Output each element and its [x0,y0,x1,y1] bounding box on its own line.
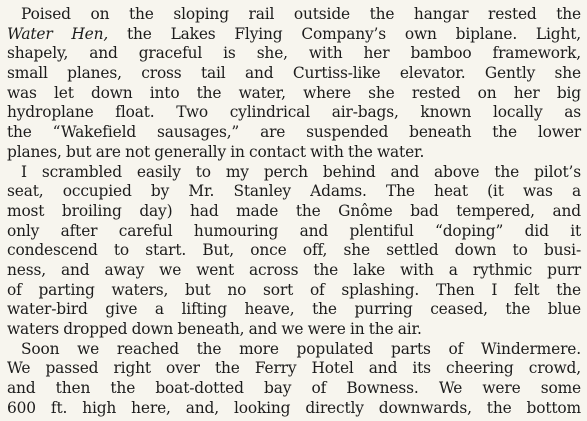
text-segment: the “Wakefield sausages,” are suspended beneath the lower [7,123,581,142]
paragraph [7,340,581,419]
text-line [7,359,581,379]
text-segment: condescend to start. But, once off, she settled down to busi- [7,241,581,260]
text-segment: hydroplane float. Two cylindrical air-bags, known locally as [7,103,581,122]
text-line [7,379,581,399]
text-line [7,103,581,123]
text-segment: was let down into the water, where she rested on her big [7,83,581,102]
text-segment: I scrambled easily to my perch behind and above the pilot’s [21,162,581,181]
text-segment: planes, but are not generally in contact with the water. [7,142,425,161]
text-line [7,202,581,222]
text-line [7,25,581,45]
text-segment: We passed right over the Ferry Hotel and its cheering crowd, [7,359,581,378]
text-line [7,64,581,84]
text-segment: the Lakes Flying Company’s own biplane. Light, [108,24,581,43]
text-line [7,281,581,301]
text-line [7,5,581,25]
text-line [7,340,581,360]
text-segment: 600 ft. high here, and, looking directly downwards, the bottom [7,398,581,417]
text-line [7,163,581,183]
text-line [7,123,581,143]
text-segment: and then the boat-dotted bay of Bowness. We were some [7,379,581,398]
text-segment: most broiling day) had made the Gnôme bad tempered, and [7,201,581,220]
text-line [7,222,581,242]
text-line [7,399,581,419]
text-line [7,44,581,64]
text-segment: ness, and away we went across the lake with a rythmic purr [7,260,581,279]
text-line [7,241,581,261]
text-segment: only after careful humouring and plentiful “doping” did it [7,221,581,240]
paragraph [7,163,581,340]
text-line [7,320,581,340]
text-line [7,261,581,281]
text-line [7,182,581,202]
text-segment: Poised on the sloping rail outside the hangar rested the [21,5,581,23]
text-line [7,143,581,163]
text-segment: of parting waters, but no sort of splashing. Then I felt the [7,280,581,299]
article-text-column [7,5,581,418]
italic-text: Water Hen, [7,24,109,43]
text-line [7,84,581,104]
text-segment: seat, occupied by Mr. Stanley Adams. The heat (it was a [7,182,581,201]
text-segment: waters dropped down beneath, and we were in the air. [7,320,422,338]
text-segment: small planes, cross tail and Curtiss-like elevator. Gently she [7,64,581,83]
text-segment: shapely, and graceful is she, with her bamboo framework, [7,44,581,63]
paragraph [7,5,581,163]
text-segment: water-bird give a lifting heave, the purring ceased, the blue [7,300,581,319]
text-segment: Soon we reached the more populated parts of Windermere. [21,339,581,358]
text-line [7,300,581,320]
